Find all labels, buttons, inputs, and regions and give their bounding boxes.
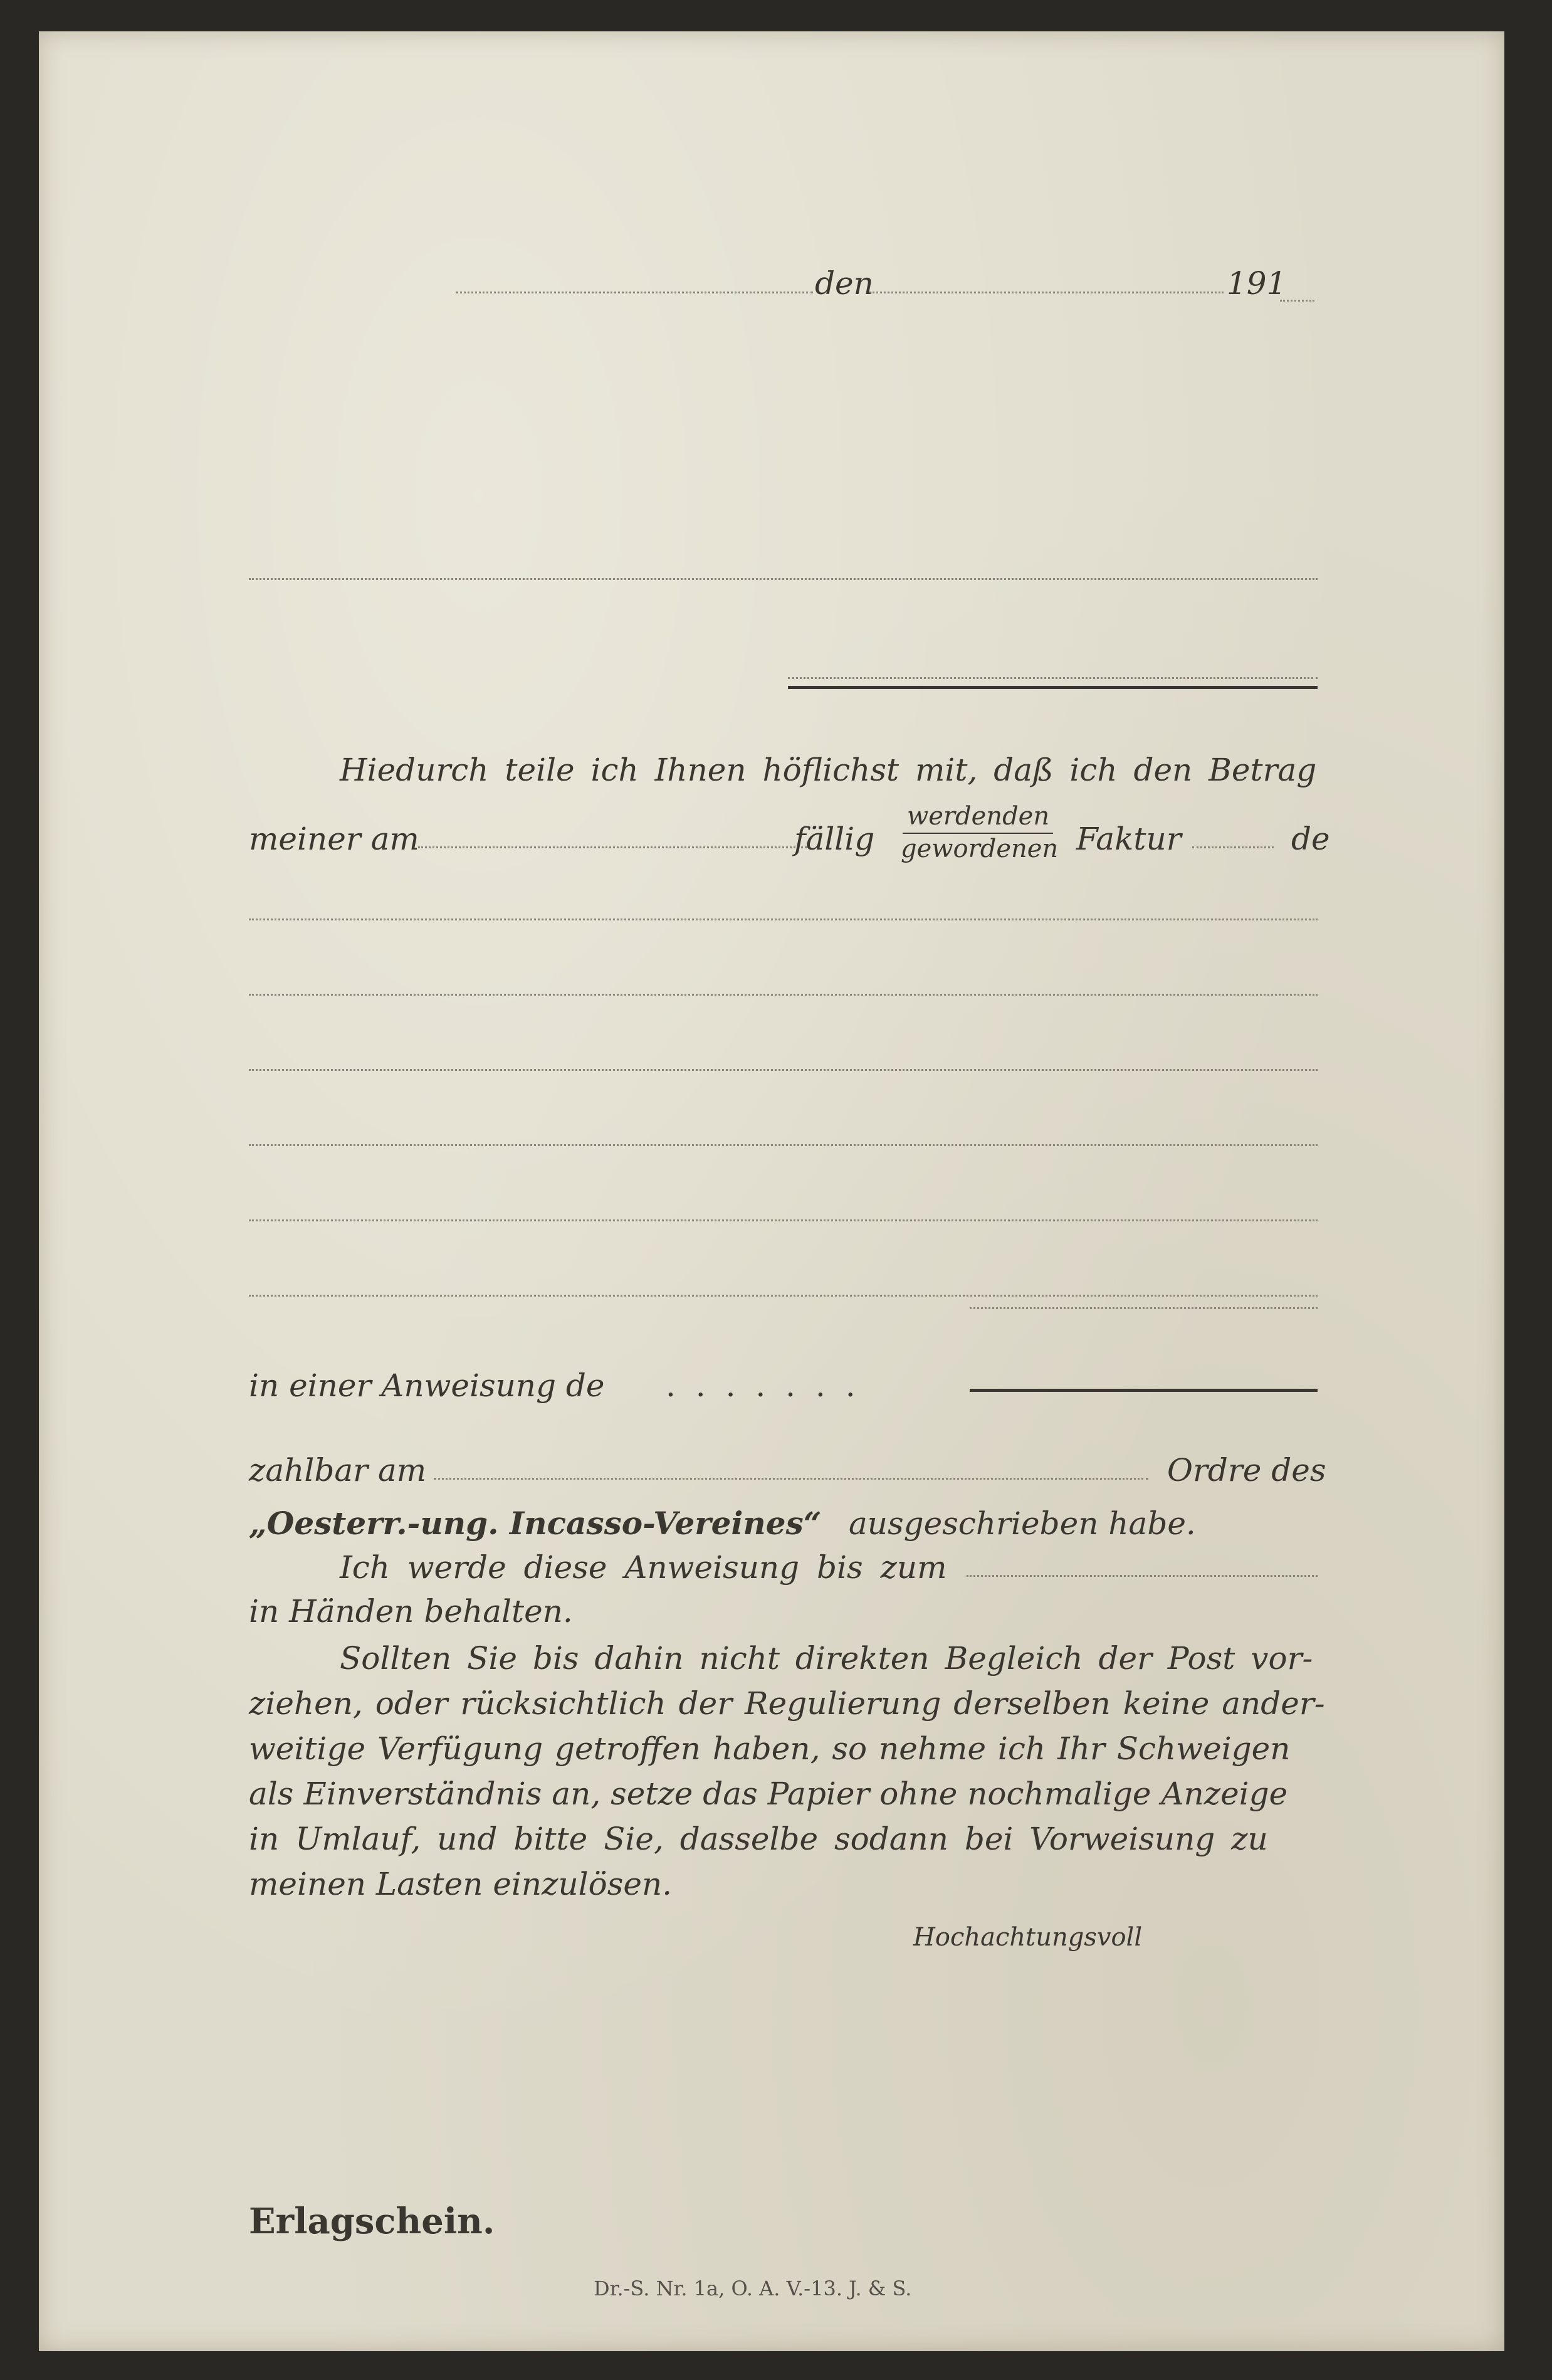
ich-werde-label: Ich werde diese Anweisung bis zum — [340, 1549, 947, 1586]
text-line-6[interactable] — [249, 1295, 1318, 1297]
ausgeschrieben-label: ausgeschrieben habe. — [849, 1505, 1196, 1542]
anweisung-label: in einer Anweisung de — [249, 1367, 605, 1404]
text-line-1[interactable] — [249, 919, 1318, 920]
date-field[interactable] — [869, 292, 1224, 293]
werdenden-label: werdenden — [907, 802, 1050, 831]
closing: Hochachtungsvoll — [913, 1923, 1143, 1952]
faktur-field[interactable] — [1192, 846, 1274, 848]
form-sheet — [39, 31, 1504, 2351]
place-field[interactable] — [456, 292, 813, 293]
addressee-rule — [788, 686, 1318, 689]
verein-name: „Oesterr.-ung. Incasso-Vereines“ — [249, 1505, 822, 1542]
amount-field[interactable] — [970, 1389, 1318, 1392]
para-line-5: in Umlauf, und bitte Sie, dasselbe sodann bei Vorweisung zu — [249, 1821, 1268, 1857]
fraction-bar — [903, 833, 1053, 834]
hold-until-field[interactable] — [967, 1575, 1318, 1577]
intro-line: Hiedurch teile ich Ihnen höflichst mit, daß ich den Betrag — [340, 752, 1317, 788]
para-line-6: meinen Lasten einzulösen. — [249, 1866, 673, 1902]
para-line-3: weitige Verfügung getroffen haben, so nehme ich Ihr Schweigen — [249, 1730, 1291, 1767]
print-code: Dr.-S. Nr. 1a, O. A. V.-13. J. & S. — [594, 2277, 912, 2300]
meiner-am-label: meiner am — [249, 821, 419, 857]
addressee-line[interactable] — [249, 578, 1318, 580]
gewordenen-label: gewordenen — [901, 835, 1059, 863]
faellig-label: fällig — [794, 821, 875, 857]
para-line-4: als Einverständnis an, setze das Papier ohne nochmalige Anzeige — [249, 1776, 1288, 1812]
text-line-2[interactable] — [249, 994, 1318, 996]
payable-date-field[interactable] — [434, 1478, 1148, 1480]
year-field[interactable] — [1280, 300, 1314, 302]
erlagschein-label: Erlagschein. — [249, 2201, 495, 2242]
ordre-des-label: Ordre des — [1167, 1452, 1326, 1488]
para-line-1: Sollten Sie bis dahin nicht direkten Begleich der Post vor- — [340, 1640, 1313, 1677]
zahlbar-am-label: zahlbar am — [249, 1452, 427, 1488]
text-line-3[interactable] — [249, 1069, 1318, 1071]
text-line-5[interactable] — [249, 1219, 1318, 1221]
faktur-label: Faktur — [1076, 821, 1182, 857]
amount-upper-line[interactable] — [970, 1307, 1318, 1309]
invoice-date-field[interactable] — [418, 846, 807, 848]
text-line-4[interactable] — [249, 1144, 1318, 1146]
addressee-city-line[interactable] — [788, 677, 1318, 679]
de-label: de — [1291, 821, 1330, 857]
anweisung-dots: . . . . . . . — [666, 1367, 861, 1404]
in-haenden-label: in Händen behalten. — [249, 1593, 573, 1630]
year-prefix: 191 — [1227, 265, 1287, 302]
para-line-2: ziehen, oder rücksichtlich der Regulierung derselben keine ander- — [249, 1685, 1325, 1722]
den-label: den — [815, 265, 874, 302]
